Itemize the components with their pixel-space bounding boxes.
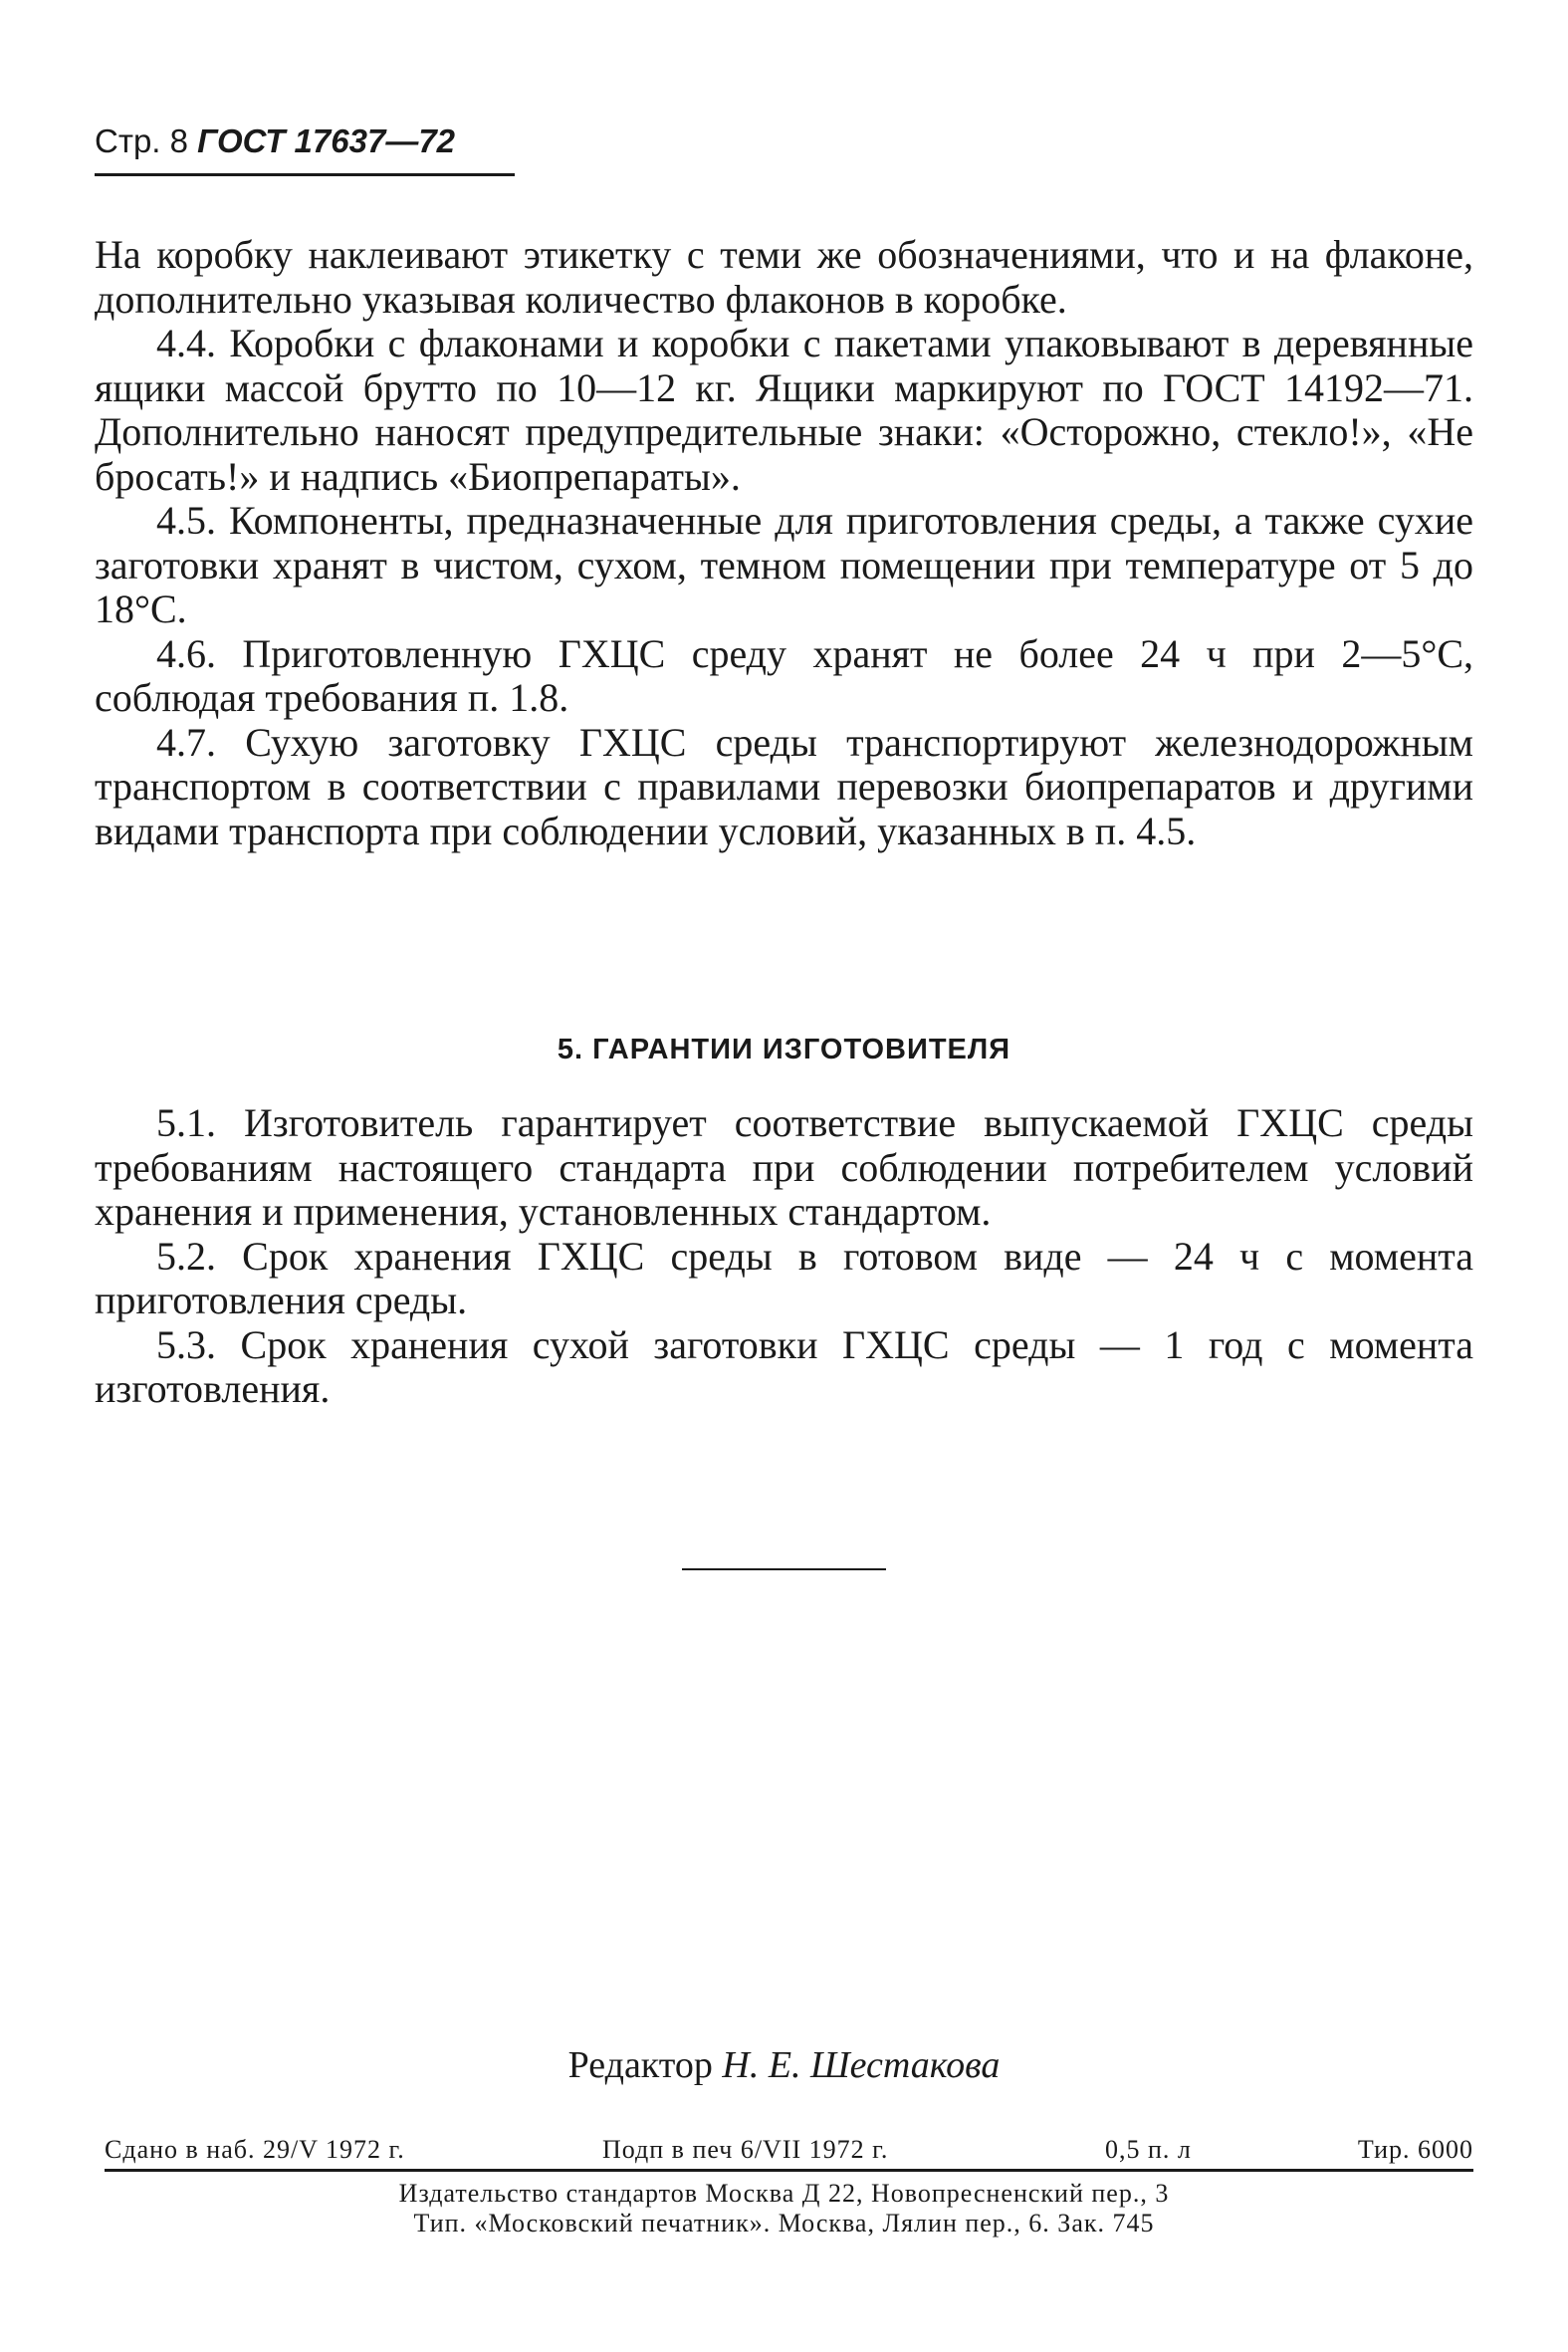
paragraph-5-1: 5.1. Изготовитель гарантирует соответствие выпускаемой ГХЦС среды требованиям настоящего стандарта при соблюдении потребителем условий хранения и применения, установленных стандартом. — [95, 1100, 1473, 1234]
imprint-sheets: 0,5 п. л — [1105, 2135, 1192, 2164]
paragraph-5-3: 5.3. Срок хранения сухой заготовки ГХЦС среды — 1 год с момента изготовления. — [95, 1321, 1473, 1411]
section-5-body — [95, 1101, 1473, 1412]
paragraph-4-4: 4.4. Коробки с флаконами и коробки с пакетами упаковывают в деревянные ящики массой брутто по 10—12 кг. Ящики маркируют по ГОСТ 14192—71. Дополнительно наносят предупредительные знаки: «Осторожно, стекло!», «Не бросать!» и надпись «Биопрепараты». — [95, 321, 1473, 499]
editor-name: Н. Е. Шестакова — [722, 2044, 1001, 2086]
paragraph-4-6: 4.6. Приготовленную ГХЦС среду хранят не более 24 ч при 2—5°С, соблюдая требования п. 1.8. — [95, 630, 1473, 720]
standard-number: ГОСТ 17637—72 — [197, 122, 456, 159]
paragraph-4-5: 4.5. Компоненты, предназначенные для приготовления среды, а также сухие заготовки хранят в чистом, сухом, темном помещении при температуре от 5 до 18°С. — [95, 498, 1473, 631]
paragraph-4-7: 4.7. Сухую заготовку ГХЦС среды транспортируют железнодорожным транспортом в соответствии с правилами перевозки биопрепаратов и другими видами транспорта при соблюдении условий, указанных в п. 4.5. — [95, 719, 1473, 853]
imprint-line — [105, 2133, 1473, 2172]
publisher-line-2: Тип. «Московский печатник». Москва, Лялин пер., 6. Зак. 745 — [413, 2209, 1155, 2237]
paragraph-label-note: На коробку наклеивают этикетку с теми же обозначениями, что и на флаконе, дополнительно указывая количество флаконов в коробке. — [95, 232, 1473, 322]
publisher-info — [95, 2179, 1473, 2238]
imprint-signed: Подп в печ 6/VII 1972 г. — [602, 2135, 889, 2164]
publisher-line-1: Издательство стандартов Москва Д 22, Новопресненский пер., 3 — [398, 2179, 1170, 2208]
section-5-heading: 5. ГАРАНТИИ ИЗГОТОВИТЕЛЯ — [557, 1034, 1011, 1065]
section-4-continuation — [95, 233, 1473, 853]
editor-credit — [95, 2043, 1473, 2087]
editor-label: Редактор — [567, 2044, 713, 2086]
paragraph-5-2: 5.2. Срок хранения ГХЦС среды в готовом виде — 24 ч с момента приготовления среды. — [95, 1233, 1473, 1322]
page-number: Стр. 8 — [95, 122, 188, 159]
imprint-print-run: Тир. 6000 — [1357, 2135, 1473, 2164]
page-header — [95, 121, 455, 161]
separator-rule — [682, 1568, 886, 1570]
imprint-submitted: Сдано в наб. 29/V 1972 г. — [105, 2135, 405, 2164]
header-rule — [95, 173, 515, 176]
